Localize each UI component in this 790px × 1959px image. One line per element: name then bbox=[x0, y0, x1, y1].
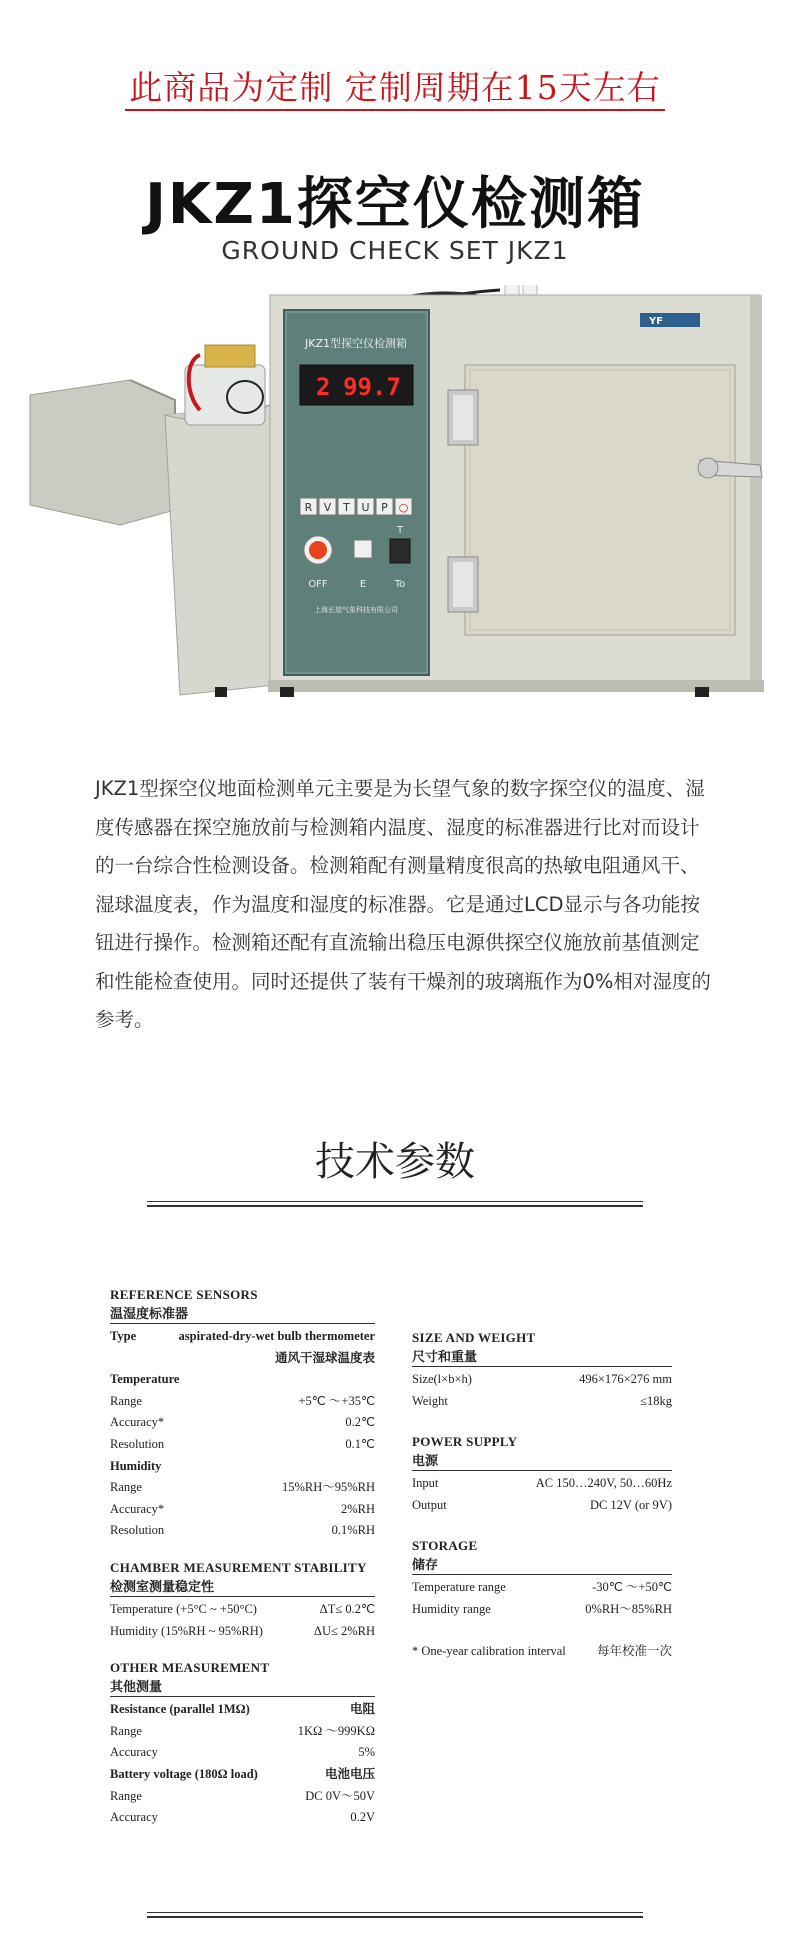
led-channel: 2 bbox=[316, 373, 331, 401]
footer-rule-2 bbox=[147, 1916, 643, 1918]
key-p[interactable]: P bbox=[381, 501, 388, 514]
label-off: OFF bbox=[308, 579, 328, 590]
chamber-heading-cn: 检测室测量稳定性 bbox=[110, 1578, 215, 1594]
specs-title-rule bbox=[147, 1201, 643, 1202]
label-to: To bbox=[394, 579, 406, 590]
specs-title-rule-2 bbox=[147, 1205, 643, 1207]
t-socket bbox=[390, 539, 410, 563]
chamber-stability-section: CHAMBER MEASUREMENT STABILITY 检测室测量稳定性 Temperature (+5°C ~ +50°C) ΔT≤ 0.2℃ Humidity (15%RH ~ 95%RH) ΔU≤ 2%RH bbox=[110, 1559, 375, 1638]
size-weight-section: SIZE AND WEIGHT 尺寸和重量 Size(l×b×h) 496×176×276 mm Weight ≤18kg bbox=[412, 1330, 672, 1408]
storage-heading: STORAGE bbox=[412, 1538, 478, 1554]
chamber-heading: CHAMBER MEASUREMENT STABILITY bbox=[110, 1559, 367, 1575]
reference-heading: REFERENCE SENSORS bbox=[110, 1287, 258, 1302]
brand-logo: YF bbox=[648, 316, 664, 327]
product-description: JKZ1型探空仪地面检测单元主要是为长望气象的数字探空仪的温度、湿度传感器在探空施放前与检测箱内温度、湿度的标准器进行比对而设计的一台综合性检测设备。检测箱配有测量精度很高的热敏电阻通风干、湿球温度表，作为温度和湿度的标准器。它是通过LCD显示与各功能按钮进行操作。检测箱还配有直流输出稳压电源供探空仪施放前基值测定和性能检查使用。同时还提供了装有干燥剂的玻璃瓶作为0%相对湿度的参考。 bbox=[95, 777, 711, 1031]
led-value: 99.7 bbox=[343, 373, 401, 401]
specs-right-column bbox=[412, 1330, 672, 1662]
power-heading: POWER SUPPLY bbox=[412, 1434, 518, 1450]
other-heading-cn: 其他测量 bbox=[110, 1679, 163, 1695]
storage-section: STORAGE 储存 Temperature range -30℃ ～+50℃ Humidity range 0%RH～85%RH bbox=[412, 1538, 672, 1616]
label-t: T bbox=[396, 525, 404, 536]
custom-order-banner: 此商品为定制 定制周期在15天左右 bbox=[0, 62, 790, 109]
e-socket bbox=[354, 540, 372, 558]
product-photo bbox=[0, 285, 790, 740]
footer-rule bbox=[147, 1912, 643, 1913]
other-heading: OTHER MEASUREMENT bbox=[110, 1660, 270, 1676]
product-title: JKZ1探空仪检测箱 bbox=[145, 172, 645, 237]
specs-section-title: 技术参数 bbox=[315, 1139, 475, 1185]
other-measurement-section: OTHER MEASUREMENT 其他测量 Resistance (parallel 1MΩ) 电阻 Range 1KΩ ～999KΩ Accuracy 5% Battery voltage (180Ω load) 电池电压 Range DC 0V～50V Accuracy 0.2V bbox=[110, 1660, 375, 1825]
power-heading-cn: 电源 bbox=[412, 1453, 439, 1469]
size-heading: SIZE AND WEIGHT bbox=[412, 1330, 536, 1345]
reference-heading-cn: 温湿度标准器 bbox=[110, 1306, 189, 1321]
calibration-note: * One-year calibration interval 每年校准一次 bbox=[412, 1643, 672, 1658]
key-r[interactable]: R bbox=[304, 501, 313, 514]
key-circle[interactable]: ○ bbox=[398, 501, 409, 514]
panel-title: JKZ1型探空仪检测箱 bbox=[305, 337, 407, 350]
label-e: E bbox=[359, 579, 367, 590]
reference-sensors-section: REFERENCE SENSORS 温湿度标准器 Type aspirated-dry-wet bulb thermometer 通风干湿球温度表 Temperature Range +5℃ ～+35℃ Accuracy* 0.2℃ Resolution 0.1℃ Humidity Range 15%RH～95%RH Accuracy* 2%RH Resolution 0.1%RH bbox=[110, 1287, 375, 1538]
storage-heading-cn: 储存 bbox=[412, 1557, 439, 1573]
power-supply-section: POWER SUPPLY 电源 Input AC 150…240V, 50…60Hz Output DC 12V (or 9V) bbox=[412, 1434, 672, 1512]
chamber-door[interactable] bbox=[465, 365, 735, 635]
product-subtitle: GROUND CHECK SET JKZ1 bbox=[221, 236, 569, 265]
key-u[interactable]: U bbox=[361, 501, 370, 514]
specs-left-column bbox=[110, 1287, 375, 1829]
key-v[interactable]: V bbox=[323, 501, 332, 514]
maker-label: 上海长望气象科技有限公司 bbox=[314, 606, 398, 614]
key-t[interactable]: T bbox=[343, 501, 350, 514]
size-heading-cn: 尺寸和重量 bbox=[412, 1349, 478, 1364]
